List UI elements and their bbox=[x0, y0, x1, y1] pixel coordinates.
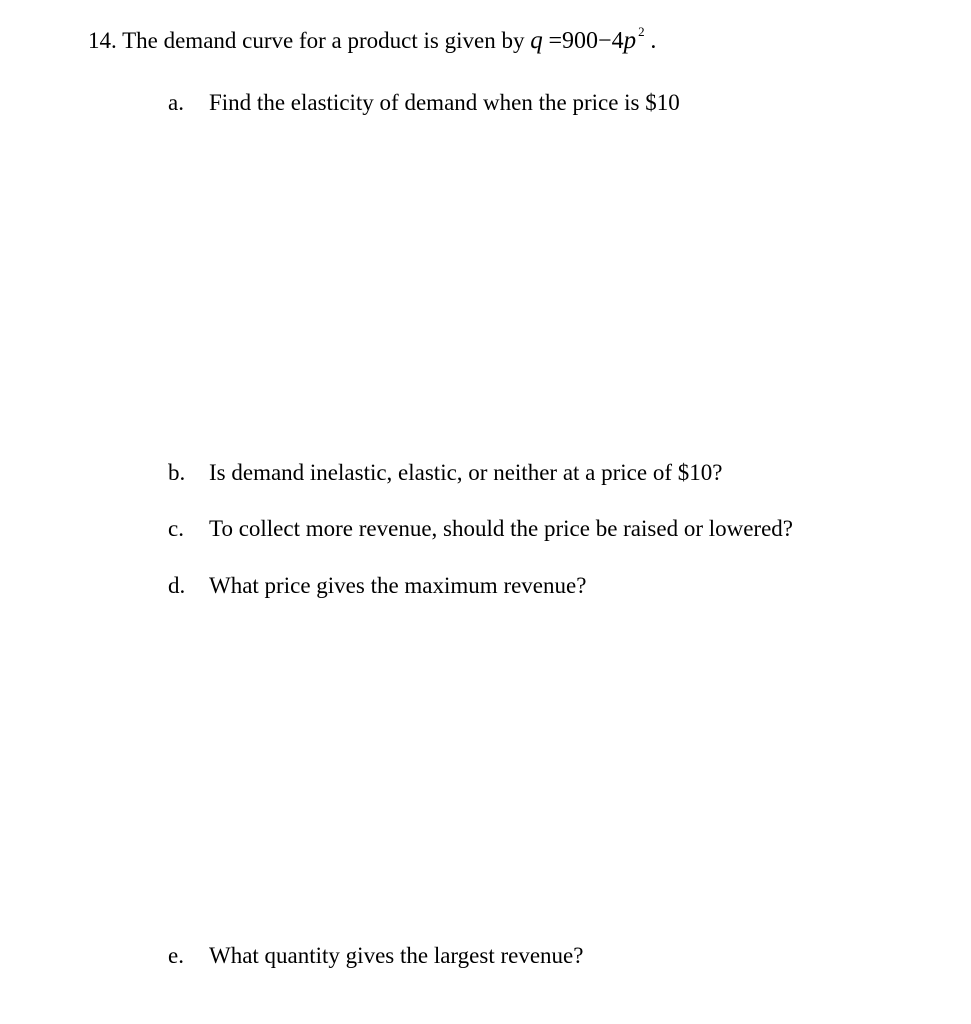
part-d-letter: d. bbox=[168, 573, 186, 598]
equation-period: . bbox=[650, 28, 657, 54]
equation-exponent: 2 bbox=[638, 24, 645, 39]
equation-minus: − bbox=[598, 28, 612, 54]
equation-coefficient: 4 bbox=[611, 28, 624, 54]
part-d bbox=[168, 574, 586, 597]
part-e-text: What quantity gives the largest revenue? bbox=[209, 943, 584, 968]
part-a-letter: a. bbox=[168, 90, 184, 115]
equation-equals: = bbox=[548, 28, 563, 54]
part-a bbox=[168, 91, 680, 114]
part-b-letter: b. bbox=[168, 460, 186, 485]
part-c-text: To collect more revenue, should the price be raised or lowered? bbox=[209, 516, 794, 541]
part-b-text: Is demand inelastic, elastic, or neither at a price of $10? bbox=[209, 460, 723, 485]
equation-variable: p bbox=[623, 27, 637, 54]
demand-equation bbox=[530, 24, 657, 54]
part-c-letter: c. bbox=[168, 516, 184, 541]
question-text: The demand curve for a product is given by bbox=[122, 28, 525, 53]
part-c bbox=[168, 517, 793, 540]
part-e-letter: e. bbox=[168, 943, 184, 968]
part-e bbox=[168, 944, 583, 967]
part-d-text: What price gives the maximum revenue? bbox=[209, 573, 587, 598]
part-b bbox=[168, 461, 722, 484]
equation-lhs: q bbox=[530, 27, 543, 54]
question-number: 14. bbox=[88, 28, 117, 53]
part-a-text: Find the elasticity of demand when the price is $10 bbox=[209, 90, 680, 115]
equation-constant: 900 bbox=[562, 28, 599, 54]
question-stem bbox=[88, 24, 657, 54]
